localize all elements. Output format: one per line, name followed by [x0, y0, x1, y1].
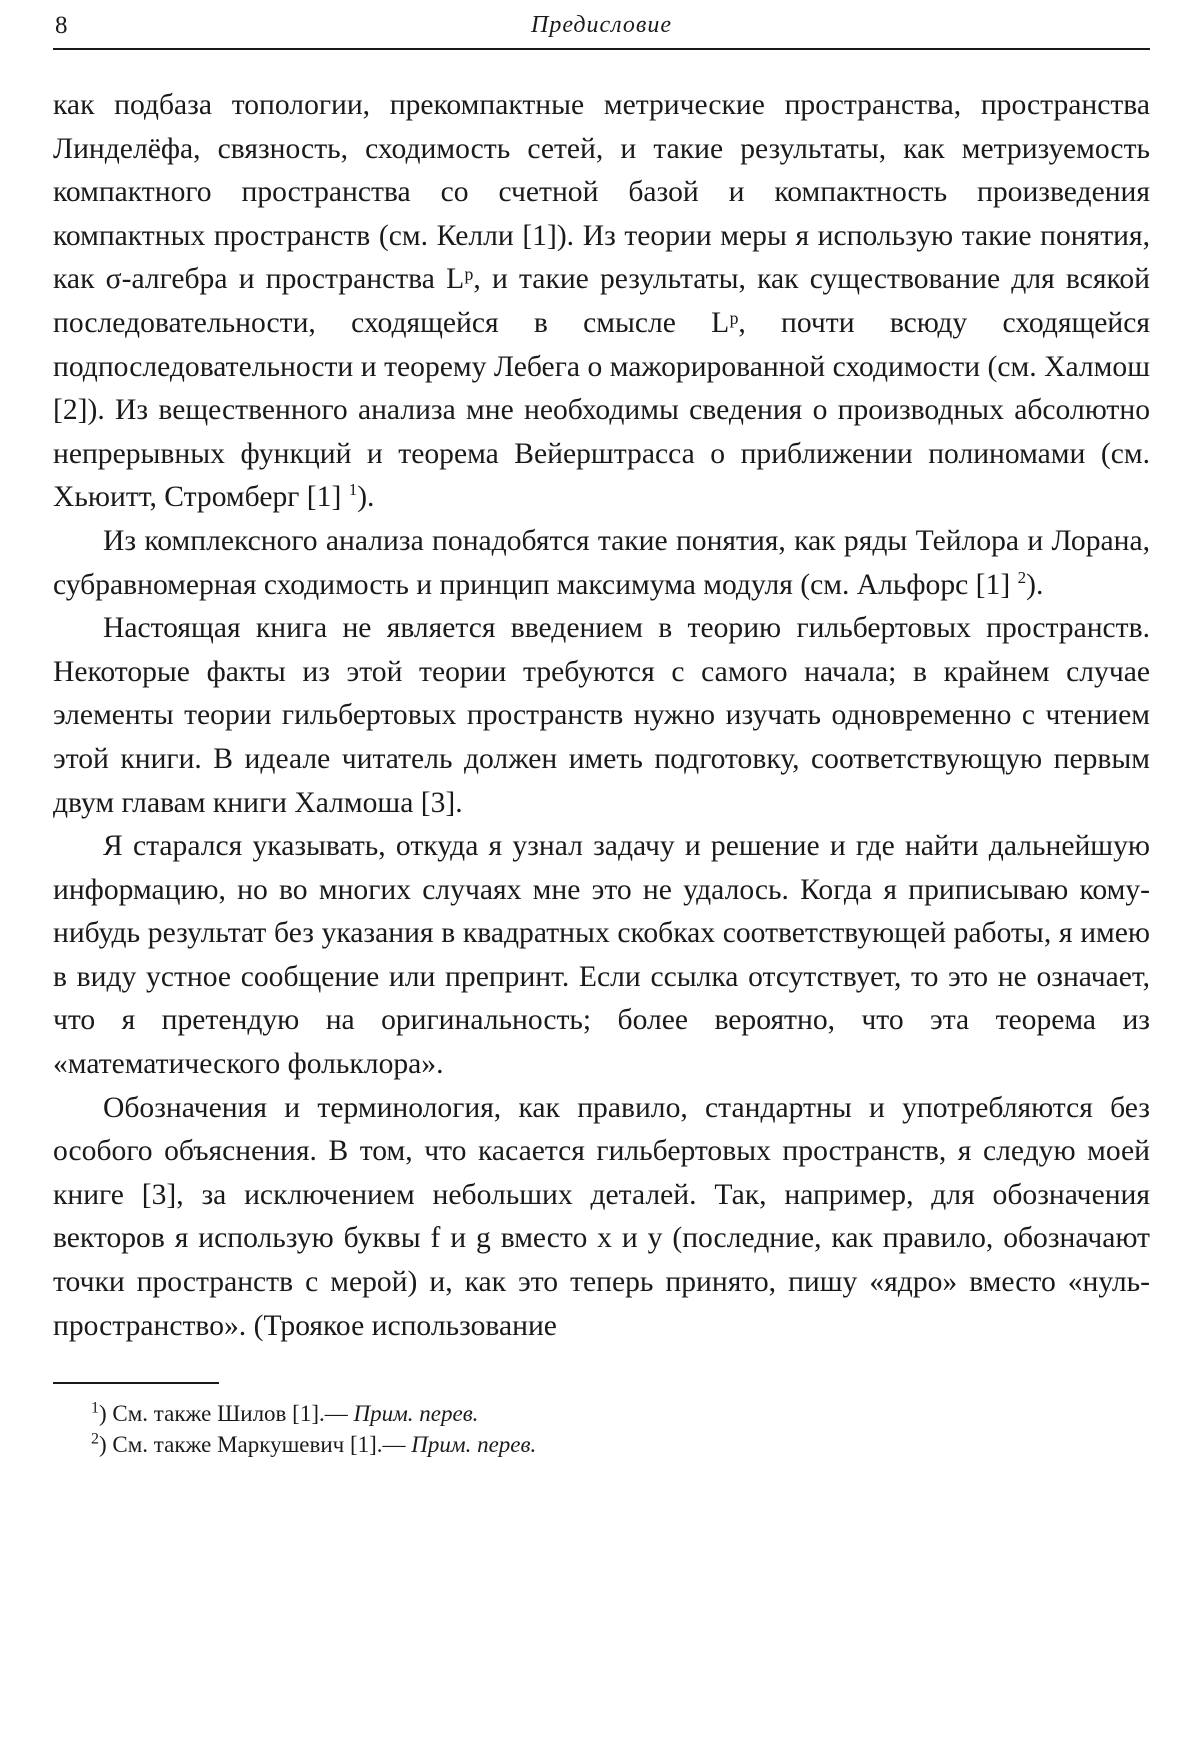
page-number: 8 [55, 12, 68, 39]
paragraph: Я старался указывать, откуда я узнал задачу и решение и где найти дальнейшую информацию, но во многих случаях мне это не удалось. Когда я приписываю кому-нибудь результат без указания в квадратных скобках соответствующей работы, я имею в виду устное сообщение или препринт. Если ссылка отсутствует, то это не означает, что я претендую на оригинальность; более вероятно, что эта теорема из «математического фольклора». [53, 830, 1150, 1081]
footnote-text: ) См. также Маркушевич [1].— [99, 1432, 412, 1458]
footnotes [53, 1398, 1150, 1460]
paragraph [53, 84, 1150, 520]
paragraph-text-end: ). [1026, 568, 1044, 601]
book-page [53, 10, 1150, 1460]
paragraph: Настоящая книга не является введением в теорию гильбертовых пространств. Некоторые факты из этой теории требуются с самого начала; в крайнем случае элементы теории гильбертовых пространств нужно изучать одновременно с чтением этой книги. В идеале читатель должен иметь подготовку, соответствующую первым двум главам книги Халмоша [3]. [53, 612, 1150, 819]
footnote [91, 1398, 1150, 1429]
translator-note: Прим. перев. [411, 1432, 537, 1458]
footnote-mark: 2 [91, 1430, 99, 1448]
paragraph-text: Из комплексного анализа понадобятся такие понятия, как ряды Тейлора и Лорана, субравномерная сходимость и принцип максимума модуля (см. Альфорс [1] [53, 524, 1150, 601]
footnote-reference: 2 [1017, 567, 1027, 587]
footnote-text: ) См. также Шилов [1].— [99, 1401, 354, 1427]
footnote-mark: 1 [91, 1399, 99, 1417]
paragraph: Обозначения и терминология, как правило, стандартны и употребляются без особого объяснения. В том, что касается гильбертовых пространств, я следую моей книге [3], за исключением небольших деталей. Так, например, для обозначения векторов я использую буквы f и g вместо x и y (последние, как правило, обозначают точки пространств с мерой) и, как это теперь принято, пишу «ядро» вместо «нуль-пространство». (Троякое использование [53, 1091, 1150, 1342]
running-title: Предисловие [530, 12, 672, 38]
paragraph [53, 520, 1150, 607]
page-header [53, 10, 1150, 50]
footnote [91, 1429, 1150, 1460]
translator-note: Прим. перев. [353, 1401, 479, 1427]
footnote-divider [53, 1382, 219, 1384]
main-text [53, 84, 1150, 1348]
paragraph-text-end: ). [357, 481, 375, 514]
paragraph-text: как подбаза топологии, прекомпактные метрические пространства, пространства Линделёфа, связность, сходимость сетей, и такие результаты, как метризуемость компактного пространства со счетной базой и компактность произведения компактных пространств (см. Келли [1]). Из теории меры я использую такие понятия, как σ-алгебра и пространства Lᵖ, и такие результаты, как существование для всякой последовательности, сходящейся в смысле Lᵖ, почти всюду сходящейся подпоследовательности и теорему Лебега о мажорированной сходимости (см. Халмош [2]). Из вещественного анализа мне необходимы сведения о производных абсолютно непрерывных функций и теорема Вейерштрасса о приближении полиномами (см. Хьюитт, Стромберг [1] [53, 89, 1150, 514]
footnote-reference: 1 [348, 480, 358, 500]
